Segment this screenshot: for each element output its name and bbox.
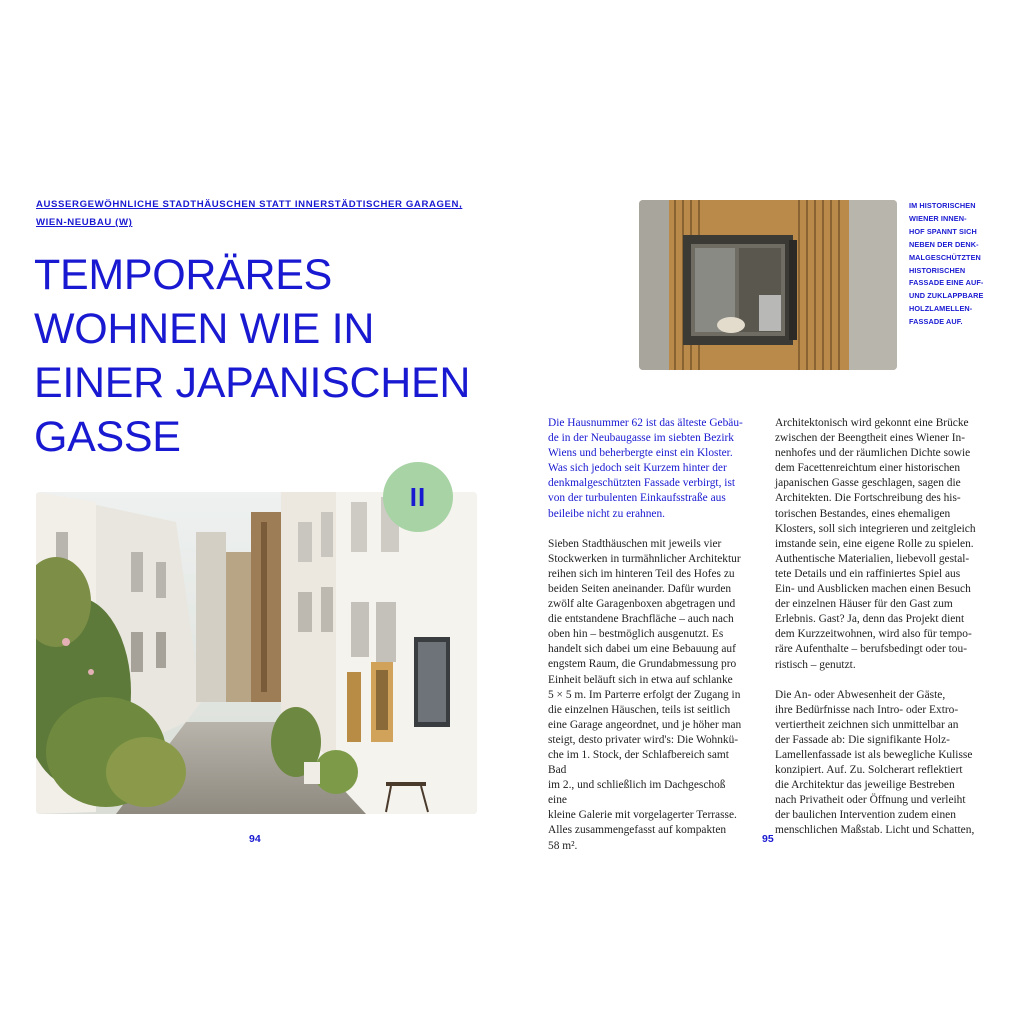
body-line: vertiertheit zeichnen sich unmittelbar an	[775, 718, 959, 731]
body-line: die entstandene Brachfläche – auch nach	[548, 613, 734, 626]
body-line: die einzelnen Häuschen, teils ist seitlich	[548, 703, 731, 716]
body-line-text: An- oder Abwesenheit der Gäste,	[793, 688, 946, 701]
lead-paragraph	[548, 416, 746, 522]
body-line: beiden Seiten aneinander. Dafür wurden	[548, 582, 732, 595]
body-paragraph	[775, 688, 995, 839]
page-number-left: 94	[249, 833, 261, 845]
body-line: nenhofes und der räumlichen Dichte sowie	[775, 447, 971, 460]
body-line: ristisch – genutzt.	[775, 658, 856, 671]
body-line: japanischen Gasse geschlagen, sagen die	[775, 477, 961, 490]
body-paragraph	[775, 416, 995, 673]
caption-line: HOF SPANNT SICH	[909, 226, 977, 236]
body-line: Architektonisch wird gekonnt eine Brücke	[775, 417, 969, 429]
body-line: 5 × 5 m. Im Parterre erfolgt der Zugang in	[548, 688, 741, 701]
caption-line: FASSADE EINE AUF-	[909, 278, 984, 288]
caption-line: IM HISTORISCHEN	[909, 201, 976, 210]
facade-photo	[639, 200, 897, 370]
body-line: torischen Bestandes, eines ehemaligen	[775, 507, 951, 520]
body-paragraph	[548, 537, 746, 854]
lead-line: Was sich jedoch seit Kurzem hinter der	[548, 462, 727, 475]
lead-line: Wiens und beherbergte einst ein Kloster.	[548, 447, 733, 460]
section-badge: II	[383, 462, 453, 532]
title-line: TEMPORÄRES	[34, 251, 333, 299]
body-line: dem Facettenreichtum einer historischen	[775, 462, 961, 475]
body-line: räre Aufenthalte – berufsbedingt oder tou-	[775, 643, 967, 656]
text-column-2	[775, 416, 995, 854]
caption-line: NEBEN DER DENK-	[909, 239, 979, 249]
body-line: menschlichen Maßstab. Licht und Schatten,	[775, 824, 975, 837]
body-line: der baulichen Intervention zudem einen	[775, 809, 956, 822]
title-line: WOHNEN WIE IN	[34, 305, 375, 353]
caption-line: HISTORISCHEN	[909, 265, 966, 275]
body-line: Erlebnis. Gast? Ja, denn das Projekt dient	[775, 613, 965, 626]
section-kicker: AUSSERGEWÖHNLICHE STADTHÄUSCHEN STATT INNERSTÄDTISCHER GARAGEN, WIEN-NEUBAU (W)	[36, 199, 463, 228]
body-line-prefix: Die	[775, 688, 794, 701]
lead-line: Die Hausnummer 62 ist das älteste Gebäu-	[548, 417, 743, 429]
body-line: tete Details und ein raffiniertes Spiel aus	[775, 567, 961, 580]
photo-caption	[909, 200, 993, 329]
text-column-1	[548, 416, 746, 869]
body-line: Authentische Materialien, liebevoll gestal-	[775, 552, 970, 565]
body-line: Klosters, soll sich integrieren und zeitgleich	[775, 522, 976, 535]
caption-line: MALGESCHÜTZTEN	[909, 252, 981, 262]
body-line: dem Kurzzeitwohnen, wird also für tempo-	[775, 628, 972, 641]
body-line: oben hin – bestmöglich ausgenutzt. Es	[548, 628, 724, 641]
lead-line: de in der Neubaugasse im siebten Bezirk	[548, 432, 734, 445]
body-line: konzipiert. Auf. Zu. Solcherart reflektiert	[775, 764, 963, 777]
body-line: zwischen der Beengtheit eines Wiener In-	[775, 432, 966, 445]
body-line: Alles zusammengefasst auf kompakten	[548, 824, 727, 837]
body-line: che im 1. Stock, der Schlafbereich samt Bad	[548, 748, 729, 777]
body-line: die Architektur das jeweilige Bestreben	[775, 779, 955, 792]
title-line: EINER JAPANISCHEN	[34, 359, 471, 407]
page-number-right: 95	[762, 833, 774, 845]
body-line: ihre Bedürfnisse nach Intro- oder Extro-	[775, 703, 959, 716]
body-line: nach Privatheit oder Öffnung und verleiht	[775, 794, 966, 807]
caption-line: FASSADE AUF.	[909, 317, 963, 327]
body-line: Lamellenfassade ist als bewegliche Kulisse	[775, 748, 973, 761]
lead-line: beileibe nicht zu erahnen.	[548, 507, 666, 520]
body-line: Ein- und Ausblicken machen einen Besuch	[775, 583, 971, 596]
title-line: GASSE	[34, 413, 181, 461]
body-line: imstande sein, eine eigene Rolle zu spielen.	[775, 537, 974, 550]
body-line: handelt sich dabei um eine Bebauung auf	[548, 643, 736, 656]
body-line: kleine Galerie mit vorgelagerter Terrasse.	[548, 809, 737, 822]
lead-line: denkmalgeschützten Fassade verbirgt, ist	[548, 477, 736, 490]
body-line: Sieben Stadthäuschen mit jeweils vier	[548, 537, 722, 550]
body-line: eine Garage angeordnet, und je höher man	[548, 718, 742, 731]
body-line: engstem Raum, die Grundabmessung pro	[548, 658, 737, 671]
body-line: der Fassade ab: Die signifikante Holz-	[775, 733, 950, 746]
body-line: der einzelnen Häuser für den Gast zum	[775, 598, 953, 611]
body-line: Architekten. Die Fortschreibung des his-	[775, 492, 961, 505]
body-line: zwölf alte Garagenboxen abgetragen und	[548, 598, 736, 611]
caption-line: UND ZUKLAPPBARE	[909, 291, 984, 301]
body-line: steigt, desto privater wird's: Die Wohnkü-	[548, 733, 739, 746]
body-line: Stockwerken in turmähnlicher Architektur	[548, 552, 741, 565]
lead-line: von der turbulenten Einkaufsstraße aus	[548, 492, 726, 505]
caption-line: WIENER INNEN-	[909, 213, 967, 223]
body-line: Einheit beläuft sich in etwa auf schlanke	[548, 673, 733, 686]
body-line: reihen sich im hinteren Teil des Hofes zu	[548, 567, 735, 580]
body-line	[775, 688, 995, 703]
body-line: im 2., und schließlich im Dachgeschoß eine	[548, 779, 726, 807]
caption-line: HOLZLAMELLEN-	[909, 304, 973, 314]
body-line: 58 m².	[548, 839, 578, 852]
